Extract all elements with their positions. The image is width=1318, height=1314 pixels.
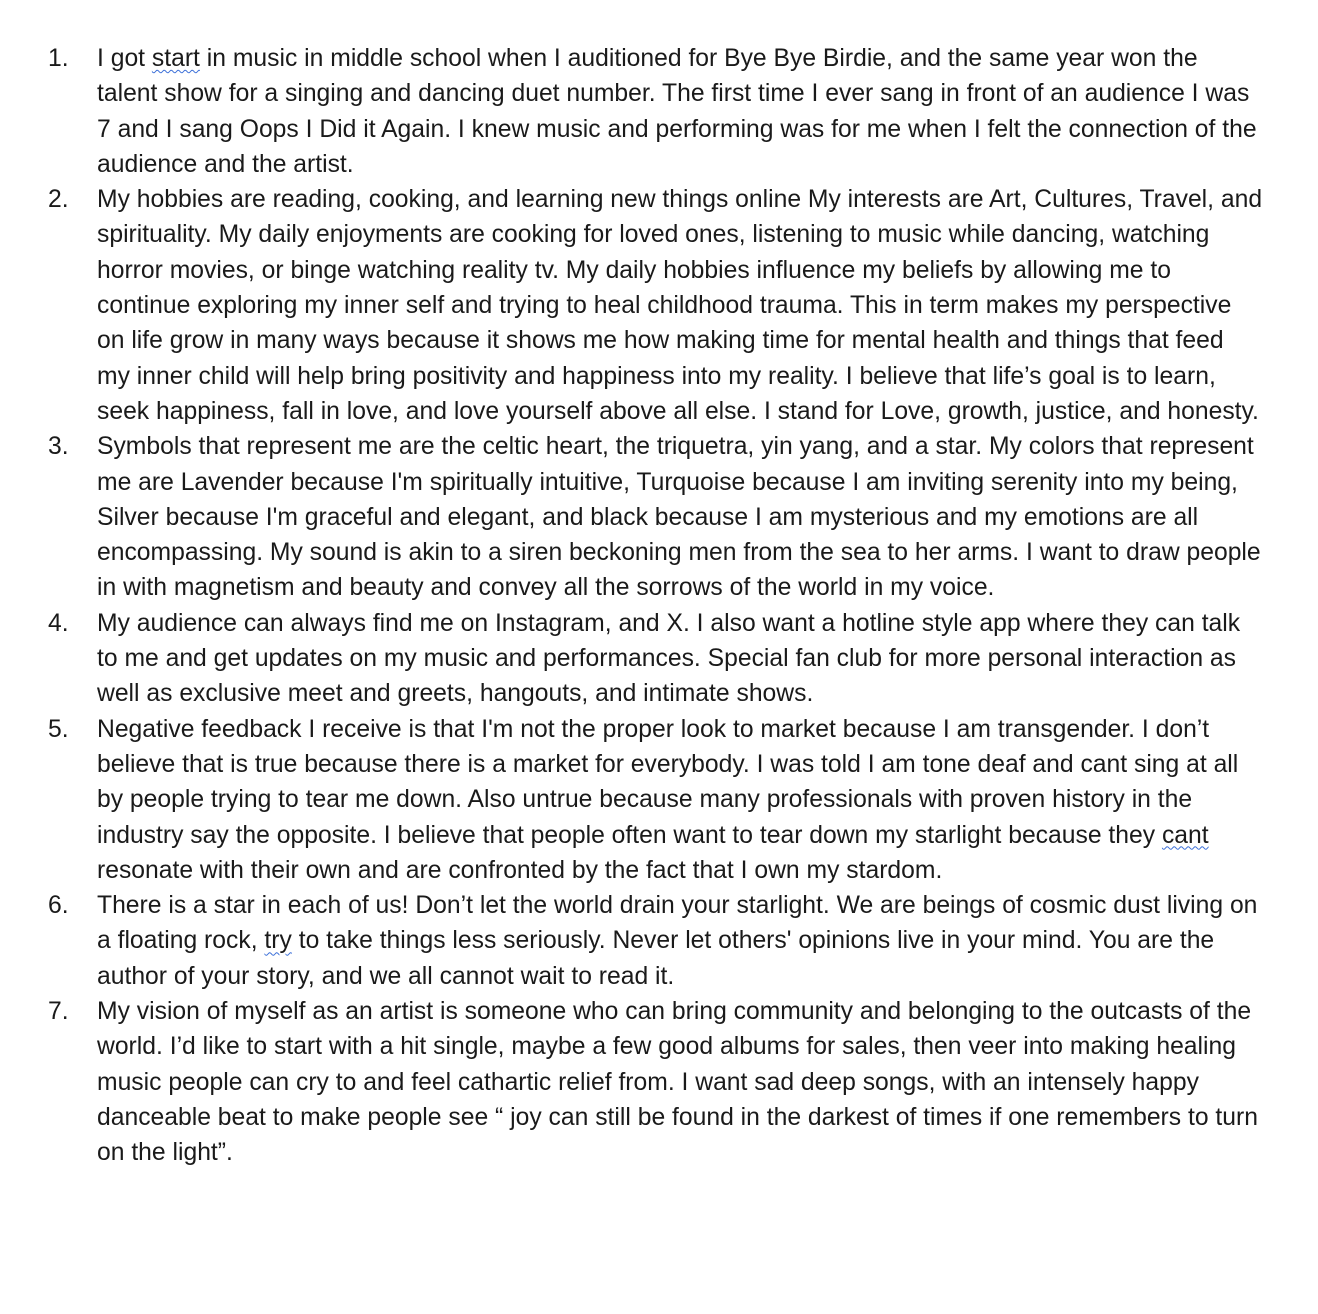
list-item [48, 41, 1263, 182]
list-item [48, 888, 1263, 994]
spellcheck-word[interactable]: cant [1161, 821, 1209, 849]
list-item [48, 182, 1263, 429]
numbered-list [48, 41, 1263, 1171]
list-item-text[interactable]: Negative feedback I receive is that I'm not the proper look to market because I am transgender. I don’t believe that is true because there is a market for everybody. I was told I am tone deaf and cant sing at all by people trying to tear me down. Also untrue because many professionals with proven history in the industry say the opposite. I believe that people often want to tear down my starlight because they cant resonate with their own and are confronted by the fact that I own my stardom. [97, 715, 1239, 884]
list-item [48, 606, 1263, 712]
list-item [48, 994, 1263, 1170]
list-item-text[interactable]: There is a star in each of us! Don’t let the world drain your starlight. We are beings of cosmic dust living on a floating rock, try to take things less seriously. Never let others' opinions live in your mind. You are the author of your story, and we all cannot wait to read it. [97, 892, 1258, 990]
list-item-number: 6. [48, 892, 69, 920]
spellcheck-word[interactable]: try [264, 927, 292, 955]
list-item-number: 4. [48, 609, 69, 637]
list-item-number: 3. [48, 433, 69, 461]
list-item-number: 5. [48, 715, 69, 743]
list-item [48, 429, 1263, 605]
list-item-text[interactable]: My audience can always find me on Instagram, and X. I also want a hotline style app where they can talk to me and get updates on my music and performances. Special fan club for more personal interaction as well as exclusive meet and greets, hangouts, and intimate shows. [97, 609, 1241, 708]
list-item-text[interactable]: My vision of myself as an artist is someone who can bring community and belonging to the outcasts of the world. I’d like to start with a hit single, maybe a few good albums for sales, then veer into making healing music people can cry to and feel cathartic relief from. I want sad deep songs, with an intensely happy danceable beat to make people see “ joy can still be found in the darkest of times if one remembers to turn on the light”. [97, 998, 1258, 1167]
list-item-number: 2. [48, 186, 69, 214]
list-item [48, 712, 1263, 888]
list-item-number: 1. [48, 45, 69, 72]
list-item-text[interactable]: Symbols that represent me are the celtic heart, the triquetra, yin yang, and a star. My colors that represent me are Lavender because I'm spiritually intuitive, Turquoise because I am inviting serenity into my being, Silver because I'm graceful and elegant, and black because I am mysterious and my emotions are all encompassing. My sound is akin to a siren beckoning men from the sea to her arms. I want to draw people in with magnetism and beauty and convey all the sorrows of the world in my voice. [97, 433, 1261, 602]
list-item-text[interactable]: I got start in music in middle school when I auditioned for Bye Bye Birdie, and the same year won the talent show for a singing and dancing duet number. The first time I ever sang in front of an audience I was 7 and I sang Oops I Did it Again. I knew music and performing was for me when I felt the connection of the audience and the artist. [97, 45, 1257, 178]
spellcheck-word[interactable]: start [151, 45, 200, 72]
list-item-number: 7. [48, 998, 69, 1026]
list-item-text[interactable]: My hobbies are reading, cooking, and learning new things online My interests are Art, Cultures, Travel, and spirituality. My daily enjoyments are cooking for loved ones, listening to music while dancing, watching horror movies, or binge watching reality tv. My daily hobbies influence my beliefs by allowing me to continue exploring my inner self and trying to heal childhood trauma. This in term makes my perspective on life grow in many ways because it shows me how making time for mental health and things that feed my inner child will help bring positivity and happiness into my reality. I believe that life’s goal is to learn, seek happiness, fall in love, and love yourself above all else. I stand for Love, growth, justice, and honesty. [97, 186, 1263, 425]
